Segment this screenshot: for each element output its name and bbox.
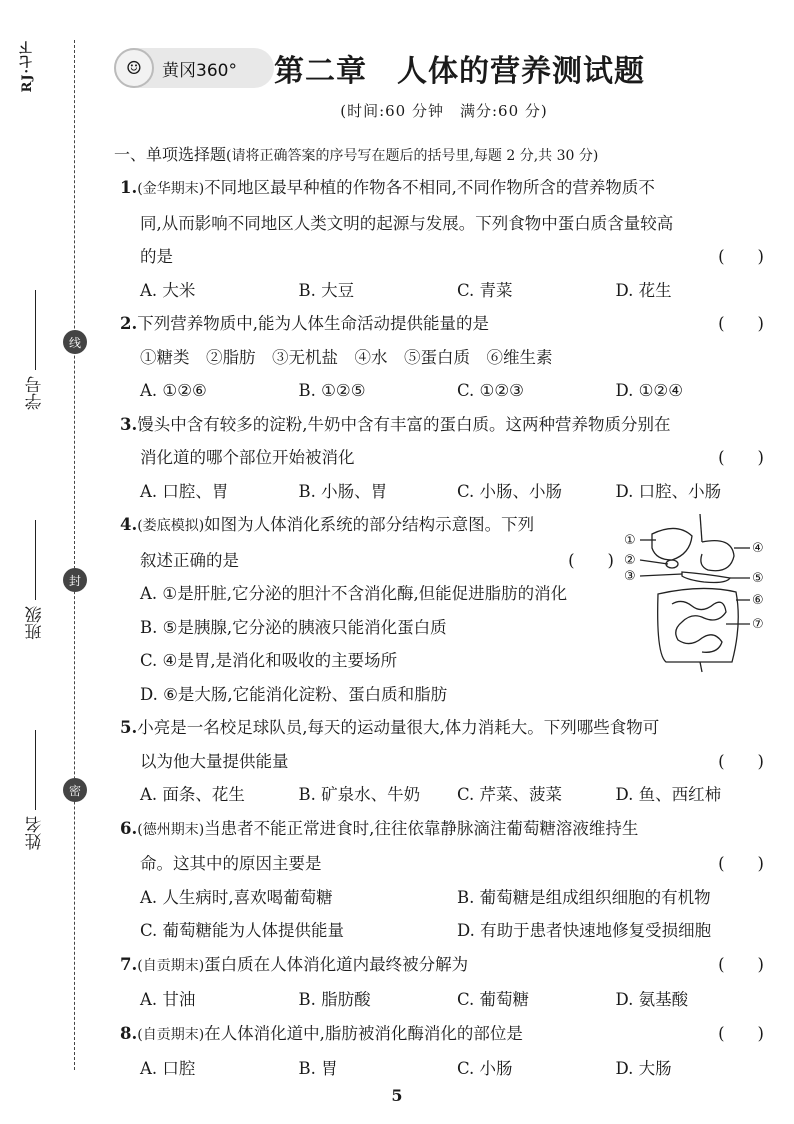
option-a[interactable]: A. ①是肝脏,它分泌的胆汁不含消化酶,但能促进脂肪的消化 bbox=[140, 584, 568, 603]
question-stem: 1.(金华期末)不同地区最早种植的作物各不相同,不同作物所含的营养物质不 bbox=[120, 178, 655, 197]
question-7 bbox=[114, 948, 774, 1017]
options bbox=[114, 778, 774, 812]
diagram-label-2: ② bbox=[624, 553, 636, 568]
option-d[interactable]: D. 鱼、西红柿 bbox=[615, 785, 722, 804]
answer-blank[interactable]: ( ) bbox=[718, 1023, 764, 1043]
question-3: 3.馒头中含有较多的淀粉,牛奶中含有丰富的蛋白质。这两种营养物质分别在 消化道的哪个部位开始被消化 ( ) A. 口腔、胃 B. 小肠、胃 C. 小肠、小肠 D. 口腔、小肠 bbox=[114, 408, 774, 509]
field-class bbox=[20, 520, 50, 640]
option-c[interactable]: C. ①②③ bbox=[457, 381, 524, 400]
options bbox=[114, 274, 774, 308]
option-c[interactable]: C. 小肠 bbox=[457, 1059, 513, 1078]
diagram-label-3: ③ bbox=[624, 569, 636, 584]
diagram-label-7: ⑦ bbox=[752, 617, 764, 632]
option-a[interactable]: A. 甘油 bbox=[140, 990, 196, 1009]
question-4: 4.(娄底模拟)如图为人体消化系统的部分结构示意图。下列 叙述正确的是 ( ) A. ①是肝脏,它分泌的胆汁不含消化酶,但能促进脂肪的消化 B. ⑤是胰腺,它分泌的胰液只能消化蛋白质 C. ④是胃,是消化和吸收的主要场所 D. ⑥是大肠,它能消化淀粉、蛋白质和脂肪 ① ② ③ ④ ⑤ ⑥ ⑦ bbox=[114, 508, 774, 711]
diagram-label-1: ① bbox=[624, 533, 636, 548]
option-a[interactable]: A. 口腔、胃 bbox=[140, 481, 229, 501]
large-intestine-shape bbox=[658, 588, 739, 662]
option-b[interactable]: B. 大豆 bbox=[298, 280, 355, 300]
answer-blank[interactable]: ( ) bbox=[718, 854, 764, 873]
page-number: 5 bbox=[391, 1086, 403, 1105]
brand-logo bbox=[114, 48, 274, 88]
question-2 bbox=[114, 307, 774, 408]
answer-blank[interactable]: ( ) bbox=[718, 954, 764, 974]
field-student-id-label: 学号 bbox=[25, 376, 46, 410]
question-stem: 3.馒头中含有较多的淀粉,牛奶中含有丰富的蛋白质。这两种营养物质分别在 bbox=[120, 414, 671, 434]
field-name-blank[interactable] bbox=[34, 730, 36, 810]
field-class-label: 班级 bbox=[25, 606, 46, 640]
field-student-id-blank[interactable] bbox=[34, 290, 36, 370]
answer-blank[interactable]: ( ) bbox=[718, 448, 764, 467]
option-d[interactable]: D. ①②④ bbox=[615, 381, 684, 400]
options bbox=[114, 374, 774, 408]
cut-mark-secret: 密 bbox=[63, 778, 87, 802]
option-c[interactable]: C. 芹菜、菠菜 bbox=[457, 785, 563, 804]
question-stem: 2.下列营养物质中,能为人体生命活动提供能量的是 ( ) bbox=[114, 307, 774, 341]
option-a[interactable]: A. ①②⑥ bbox=[140, 381, 207, 400]
exam-content bbox=[114, 140, 774, 1086]
cut-mark-seal: 封 bbox=[63, 568, 87, 592]
question-1: 1.(金华期末)不同地区最早种植的作物各不相同,不同作物所含的营养物质不 同,从而影响不同地区人类文明的起源与发展。下列食物中蛋白质含量较高 的是 ( ) A. 大米 B. 大豆 C. 青菜 D. 花生 bbox=[114, 171, 774, 307]
option-d[interactable]: D. 氨基酸 bbox=[615, 990, 689, 1009]
field-name-label: 姓名 bbox=[25, 816, 46, 850]
question-stem: 6.(德州期末)当患者不能正常进食时,往往依靠静脉滴注葡萄糖溶液维持生 bbox=[120, 818, 639, 838]
option-b[interactable]: B. 脂肪酸 bbox=[298, 990, 371, 1009]
pancreas-shape bbox=[682, 572, 730, 583]
diagram-label-4: ④ bbox=[752, 541, 764, 556]
option-c[interactable]: C. 青菜 bbox=[457, 280, 513, 300]
option-b[interactable]: B. ⑤是胰腺,它分泌的胰液只能消化蛋白质 bbox=[140, 617, 447, 637]
section-heading bbox=[114, 140, 774, 171]
question-5: 5.小亮是一名校足球队员,每天的运动量很大,体力消耗大。下列哪些食物可 以为他大量提供能量 ( ) A. 面条、花生 B. 矿泉水、牛奶 C. 芹菜、菠菜 D. 鱼、西红柿 bbox=[114, 711, 774, 812]
cut-mark-line: 线 bbox=[63, 330, 87, 354]
cut-line bbox=[74, 40, 75, 1070]
rectum-shape bbox=[700, 662, 702, 672]
options bbox=[114, 1052, 774, 1086]
small-intestine-shape bbox=[672, 601, 726, 652]
stomach-shape bbox=[701, 541, 734, 571]
digestive-system-diagram bbox=[622, 514, 772, 674]
question-8 bbox=[114, 1017, 774, 1086]
answer-blank[interactable]: ( ) bbox=[718, 314, 764, 333]
diagram-label-6: ⑥ bbox=[752, 593, 764, 608]
answer-blank[interactable]: ( ) bbox=[718, 751, 764, 771]
option-c[interactable]: C. 葡萄糖能为人体提供能量 bbox=[140, 921, 345, 940]
options bbox=[114, 881, 774, 915]
answer-blank[interactable]: ( ) bbox=[718, 247, 764, 266]
binding-margin bbox=[0, 0, 112, 1124]
option-b[interactable]: B. 小肠、胃 bbox=[298, 481, 388, 501]
option-d[interactable]: D. ⑥是大肠,它能消化淀粉、蛋白质和脂肪 bbox=[140, 684, 448, 704]
field-class-blank[interactable] bbox=[34, 520, 36, 600]
option-b[interactable]: B. 胃 bbox=[298, 1059, 338, 1078]
brand-name: 黄冈360° bbox=[162, 60, 237, 81]
option-c[interactable]: C. 葡萄糖 bbox=[457, 990, 530, 1009]
option-a[interactable]: A. 大米 bbox=[140, 280, 196, 300]
page-title bbox=[274, 46, 645, 90]
option-a[interactable]: A. 口腔 bbox=[140, 1059, 196, 1078]
question-stem: 4.(娄底模拟)如图为人体消化系统的部分结构示意图。下列 bbox=[120, 515, 535, 534]
option-c[interactable]: C. ④是胃,是消化和吸收的主要场所 bbox=[140, 651, 398, 670]
esophagus-shape bbox=[700, 514, 702, 542]
answer-blank[interactable]: ( ) bbox=[568, 550, 614, 570]
option-a[interactable]: A. 面条、花生 bbox=[140, 785, 245, 804]
chapter-label: 第二章 bbox=[274, 54, 367, 89]
field-name bbox=[20, 730, 50, 850]
section-title: 一、单项选择题 bbox=[114, 145, 227, 164]
question-6: 6.(德州期末)当患者不能正常进食时,往往依靠静脉滴注葡萄糖溶液维持生 命。这其中的原因主要是 ( ) A. 人生病时,喜欢喝葡萄糖 B. 葡萄糖是组成组织细胞的有机物 C. 葡萄糖能为人体提供能量 D. 有助于患者快速地修复受损细胞 bbox=[114, 812, 774, 948]
diagram-label-5: ⑤ bbox=[752, 571, 764, 586]
section-instructions: (请将正确答案的序号写在题后的括号里,每题 2 分,共 30 分) bbox=[226, 148, 599, 164]
field-student-id bbox=[20, 290, 50, 410]
options bbox=[114, 475, 774, 509]
option-b[interactable]: B. 矿泉水、牛奶 bbox=[298, 785, 421, 804]
exam-meta: (时间:60 分钟 满分:60 分) bbox=[340, 102, 548, 120]
nutrient-list: ①糖类 ②脂肪 ③无机盐 ④水 ⑤蛋白质 ⑥维生素 bbox=[140, 347, 553, 367]
option-a[interactable]: A. 人生病时,喜欢喝葡萄糖 bbox=[140, 887, 333, 907]
kids-logo-icon: ☺ bbox=[114, 48, 154, 88]
question-stem: 5.小亮是一名校足球队员,每天的运动量很大,体力消耗大。下列哪些食物可 bbox=[120, 718, 660, 737]
options bbox=[114, 983, 774, 1017]
edition-label: RJ·七下 bbox=[20, 40, 35, 93]
option-b[interactable]: B. 葡萄糖是组成组织细胞的有机物 bbox=[457, 887, 711, 907]
question-stem: 7.(自贡期末)蛋白质在人体消化道内最终被分解为 ( ) bbox=[114, 948, 774, 984]
option-d[interactable]: D. 有助于患者快速地修复受损细胞 bbox=[457, 921, 712, 940]
option-d[interactable]: D. 花生 bbox=[615, 280, 672, 300]
question-stem: 8.(自贡期末)在人体消化道中,脂肪被消化酶消化的部位是 ( ) bbox=[114, 1017, 774, 1053]
chapter-title: 人体的营养测试题 bbox=[397, 54, 645, 89]
option-d[interactable]: D. 大肠 bbox=[615, 1059, 672, 1078]
option-c[interactable]: C. 小肠、小肠 bbox=[457, 481, 563, 501]
page-header bbox=[114, 42, 774, 102]
option-b[interactable]: B. ①②⑤ bbox=[298, 381, 366, 400]
liver-shape bbox=[652, 528, 692, 560]
option-d[interactable]: D. 口腔、小肠 bbox=[615, 481, 722, 501]
